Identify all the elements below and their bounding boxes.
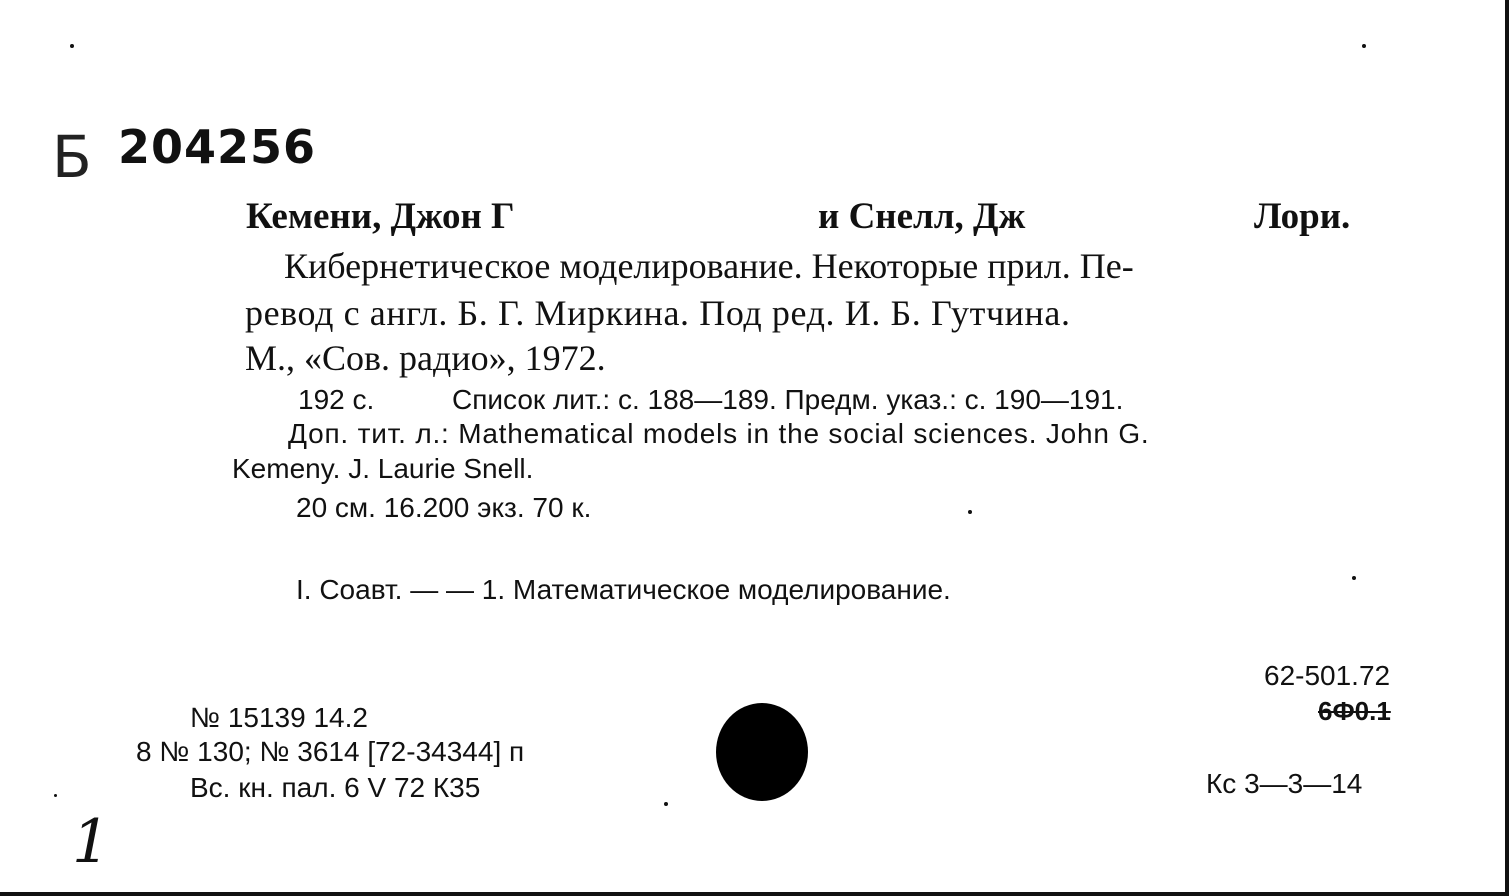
- inventory-line-3: Вс. кн. пал. 6 V 72 К35: [190, 772, 481, 803]
- classification-struck: 6Ф0.1: [1318, 696, 1391, 726]
- handwritten-mark: 1: [72, 807, 111, 877]
- title-line-1: Кибернетическое моделирование. Некоторые прил. Пе-: [284, 246, 1134, 286]
- speck: [70, 44, 74, 48]
- extra-title-line-2: Kemeny. J. Laurie Snell.: [232, 453, 534, 484]
- pages: 192 с.: [298, 384, 375, 415]
- extra-title-line-1: Доп. тит. л.: Mathematical models in the social sciences. John G.: [288, 418, 1150, 449]
- title-line-3: М., «Сов. радио», 1972.: [245, 338, 606, 378]
- inventory-line-1: № 15139 14.2: [190, 702, 368, 733]
- speck: [968, 510, 972, 514]
- stamp-number: 204256: [118, 120, 317, 174]
- bibliography: Список лит.: с. 188—189. Предм. указ.: с. 190—191.: [452, 384, 1124, 415]
- title-line-2: ревод с англ. Б. Г. Миркина. Под ред. И. Б. Гутчина.: [245, 293, 1071, 333]
- subject-line: I. Соавт. — — 1. Математическое моделирование.: [296, 574, 951, 605]
- author-first: Кемени, Джон Г: [246, 196, 515, 237]
- classification-code: 62-501.72: [1264, 660, 1391, 691]
- kc-code: Кс 3—3—14: [1206, 768, 1363, 799]
- speck: [1352, 576, 1356, 580]
- author-second: и Снелл, Дж: [818, 196, 1026, 237]
- speck: [54, 794, 57, 797]
- format: 20 см. 16.200 экз. 70 к.: [296, 492, 592, 523]
- stamp-letter: Б: [52, 123, 92, 191]
- speck: [664, 802, 668, 806]
- inventory-line-2: 8 № 130; № 3614 [72-34344] п: [136, 736, 525, 767]
- ink-blot: [716, 703, 808, 801]
- author-second-last: Лори.: [1254, 196, 1351, 237]
- speck: [1362, 44, 1366, 48]
